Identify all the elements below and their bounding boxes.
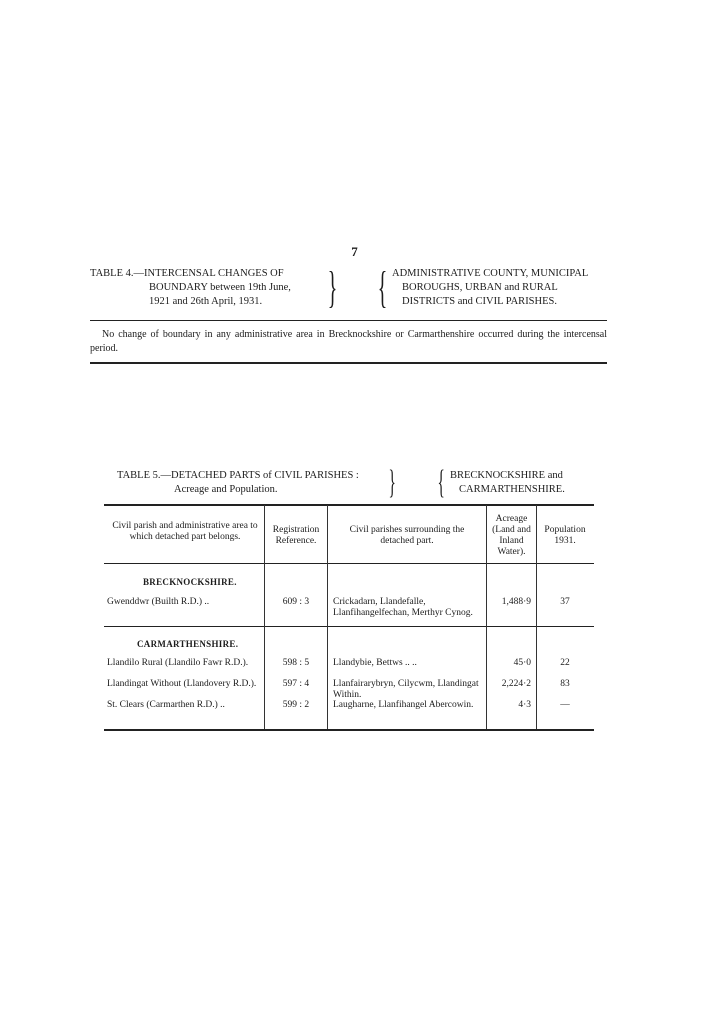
- cell-registration: 599 : 2: [282, 700, 310, 710]
- table5-section-rule: [104, 626, 594, 627]
- cell-parish: Llandingat Without (Llandovery R.D.).: [107, 679, 257, 689]
- cell-registration: 609 : 3: [282, 597, 310, 607]
- header-population: Population 1931.: [544, 525, 586, 546]
- header-acreage: Acreage (Land and Inland Water).: [492, 514, 531, 557]
- table5-title-line1: TABLE 5.—DETACHED PARTS of CIVIL PARISHES :: [117, 470, 359, 481]
- header-registration: Registration Reference.: [272, 525, 320, 546]
- cell-acreage: 4·3: [518, 700, 531, 710]
- cell-population: 37: [560, 597, 570, 607]
- left-brace-icon: {: [377, 263, 388, 312]
- section-heading: CARMARTHENSHIRE.: [137, 639, 239, 649]
- column-divider: [327, 505, 328, 729]
- table4-bottom-rule: [90, 362, 607, 364]
- table4-title: [90, 267, 330, 309]
- cell-surrounding: Crickadarn, Llandefalle, Llanfihangelfechan, Merthyr Cynog.: [333, 597, 473, 618]
- table4-top-rule: [90, 320, 607, 321]
- right-brace-icon: }: [327, 263, 338, 312]
- cell-population: —: [560, 700, 570, 710]
- cell-acreage: 45·0: [513, 658, 531, 668]
- cell-surrounding: Llandybie, Bettws .. ..: [333, 658, 417, 668]
- left-brace-icon: {: [437, 464, 445, 501]
- cell-parish: Llandilo Rural (Llandilo Fawr R.D.).: [107, 658, 249, 668]
- cell-acreage: 1,488·9: [501, 597, 531, 607]
- table4-title-line3: 1921 and 26th April, 1931.: [149, 296, 263, 307]
- header-parish: Civil parish and administrative area to which detached part belongs.: [112, 521, 258, 542]
- cell-population: 83: [560, 679, 570, 689]
- table5-subject-line2: CARMARTHENSHIRE.: [459, 484, 565, 495]
- header-surrounding: Civil parishes surrounding the detached part.: [349, 525, 465, 546]
- cell-surrounding: Llanfairarybryn, Cilycwm, Llandingat Within.: [333, 679, 479, 700]
- table5-title: [117, 469, 379, 497]
- table4-title-line2: BOUNDARY between 19th June,: [149, 282, 291, 293]
- cell-registration: 598 : 5: [282, 658, 310, 668]
- page-number: 7: [351, 244, 358, 259]
- table5-subject-line1: BRECKNOCKSHIRE and: [450, 470, 563, 481]
- table4-note: No change of boundary in any administrative area in Brecknockshire or Carmarthenshire occurred during the intercensal period.: [90, 329, 607, 354]
- table5-subject: [450, 469, 590, 497]
- table5-header-rule: [104, 563, 594, 564]
- table4-subject-line3: DISTRICTS and CIVIL PARISHES.: [402, 296, 557, 307]
- cell-acreage: 2,224·2: [501, 679, 531, 689]
- table4-subject-line1: ADMINISTRATIVE COUNTY, MUNICIPAL: [392, 268, 589, 279]
- right-brace-icon: }: [388, 464, 396, 501]
- cell-registration: 597 : 4: [282, 679, 310, 689]
- table5-top-rule: [104, 504, 594, 506]
- table4-subject: [392, 267, 607, 309]
- column-divider: [264, 505, 265, 729]
- table4-subject-line2: BOROUGHS, URBAN and RURAL: [402, 282, 558, 293]
- table4-title-line1: TABLE 4.—INTERCENSAL CHANGES OF: [90, 268, 284, 279]
- cell-surrounding: Laugharne, Llanfihangel Abercowin.: [333, 700, 474, 710]
- section-heading: BRECKNOCKSHIRE.: [143, 577, 237, 587]
- cell-parish: St. Clears (Carmarthen R.D.) ..: [107, 700, 225, 710]
- cell-population: 22: [560, 658, 570, 668]
- table5-title-line2: Acreage and Population.: [174, 484, 278, 495]
- table5-bottom-rule: [104, 729, 594, 731]
- cell-parish: Gwenddwr (Builth R.D.) ..: [107, 597, 210, 607]
